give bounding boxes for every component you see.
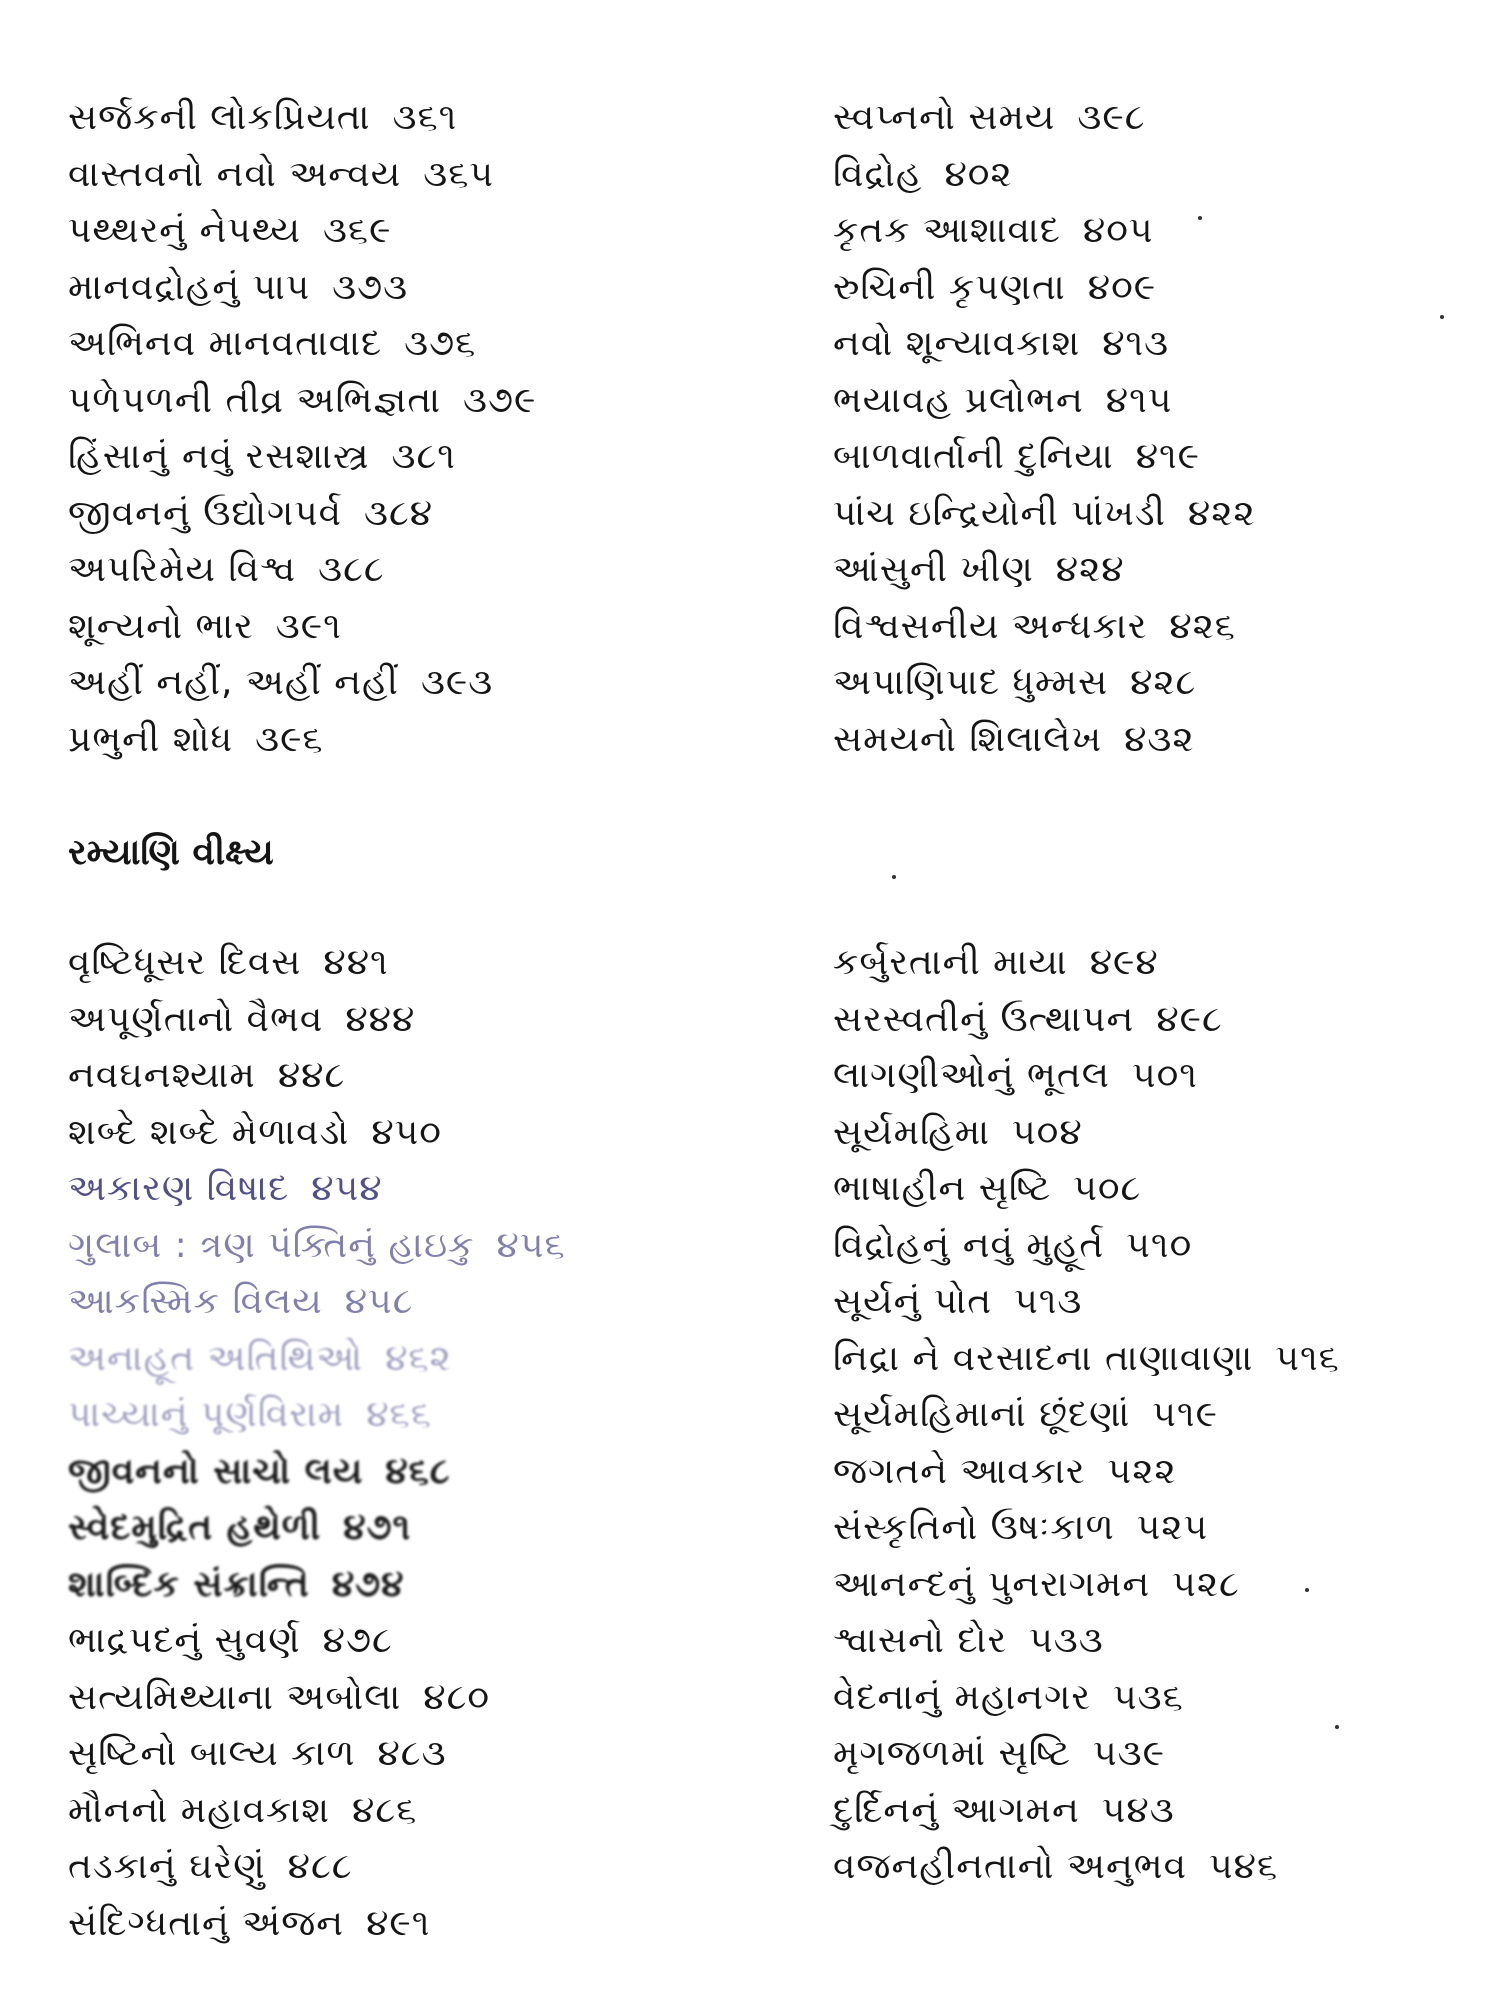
contents-entry	[833, 1161, 1340, 1218]
contents-entry	[68, 1726, 566, 1783]
entry-page-number: ૪૩૨	[1124, 718, 1195, 760]
entry-page-number: ૩૯૩	[420, 662, 494, 703]
entry-page-number: ૪૪૪	[345, 998, 416, 1040]
scan-speck	[1440, 315, 1444, 319]
contents-entry	[833, 542, 1256, 599]
entry-page-number: ૪૪૧	[323, 942, 389, 983]
entry-page-number: ૩૭૩	[332, 266, 409, 308]
contents-entry	[833, 1557, 1340, 1614]
entry-title: અહીં નહીં, અહીં નહીં	[68, 662, 399, 703]
entry-title: પળેપળની તીવ્ર અભિજ્ઞતા	[68, 379, 442, 421]
entry-page-number: ૪૯૪	[1089, 942, 1159, 983]
entry-title: વિદ્રોહ	[833, 153, 923, 195]
contents-entry	[833, 1783, 1340, 1840]
contents-entry	[833, 1387, 1340, 1444]
entry-title: નિદ્રા ને વરસાદના તાણાવાણા	[833, 1337, 1254, 1379]
entry-page-number: ૪૯૧	[366, 1902, 431, 1944]
entry-page-number: ૪૨૪	[1055, 549, 1125, 590]
scan-speck	[1335, 1725, 1339, 1729]
entry-page-number: ૪૧૯	[1135, 436, 1200, 477]
entry-page-number: ૪૮૬	[352, 1789, 418, 1831]
contents-entry	[68, 1783, 566, 1840]
entry-page-number: ૫૪૬	[1209, 1846, 1279, 1887]
entry-title: નવો શૂન્યાવકાશ	[833, 323, 1081, 364]
entry-title: વેદનાનું મહાનગર	[833, 1676, 1091, 1718]
entry-title: સર્જકની લોકપ્રિયતા	[68, 97, 371, 138]
entry-page-number: ૫૨૨	[1107, 1450, 1177, 1492]
entry-title: અપૂર્ણતાનો વૈભવ	[68, 998, 324, 1040]
contents-entry	[68, 1218, 566, 1275]
contents-entry	[68, 712, 536, 769]
entry-title: લાગણીઓનું ભૂતલ	[833, 1055, 1110, 1096]
entry-title: વિશ્વસનીય અન્ધકાર	[833, 605, 1148, 647]
entry-title: સત્યમિથ્યાના અબોલા	[68, 1676, 402, 1718]
entry-title: સૂર્યનું પોત	[833, 1281, 993, 1322]
entry-title: સમયનો શિલાલેખ	[833, 718, 1103, 760]
contents-entry	[833, 203, 1256, 260]
contents-entry	[68, 935, 566, 992]
entry-page-number: ૩૬૯	[322, 210, 392, 251]
entry-page-number: ૫૩૬	[1113, 1676, 1184, 1718]
entry-page-number: ૫૧૬	[1275, 1337, 1340, 1379]
contents-entry	[833, 1218, 1340, 1275]
contents-entry	[68, 1839, 566, 1896]
contents-entry	[68, 1670, 566, 1727]
entry-page-number: ૫૦૧	[1131, 1055, 1198, 1096]
entry-page-number: ૫૩૩	[1029, 1620, 1104, 1661]
contents-entry	[833, 1444, 1340, 1501]
entry-title: પથ્થરનું નેપથ્ય	[68, 210, 301, 251]
entry-title: સંસ્કૃતિનો ઉષઃકાળ	[833, 1507, 1115, 1548]
entry-title: વજનહીનતાનો અનુભવ	[833, 1846, 1187, 1887]
contents-entry	[833, 260, 1256, 317]
contents-entry	[833, 1105, 1340, 1162]
section-heading: રમ્યાણિ વીક્ષ્ય	[68, 832, 274, 873]
contents-left-column	[68, 90, 536, 768]
entry-title: બાળવાર્તાની દુનિયા	[833, 436, 1114, 477]
contents-entry	[833, 486, 1256, 543]
entry-title: અપાણિપાદ ધુમ્મસ	[833, 662, 1109, 703]
contents-entry	[68, 1105, 566, 1162]
entry-page-number: ૫૦૮	[1073, 1168, 1142, 1209]
entry-title: પાંચ ઇન્દ્રિયોની પાંખડી	[833, 492, 1166, 534]
entry-page-number: ૪૨૬	[1169, 605, 1236, 647]
contents-entry	[833, 90, 1256, 147]
entry-title: પ્રભુની શોધ	[68, 718, 234, 760]
entry-page-number: ૪૨૨	[1187, 492, 1256, 534]
entry-page-number: ૫૧૯	[1152, 1394, 1218, 1435]
contents-entry	[833, 1839, 1340, 1896]
entry-title: કૃતક આશાવાદ	[833, 210, 1061, 251]
contents-entry	[68, 260, 536, 317]
entry-title: માનવદ્રોહનું પાપ	[68, 266, 311, 308]
entry-page-number: ૩૯૧	[275, 605, 342, 647]
entry-page-number: ૩૭૬	[404, 323, 477, 364]
entry-title: મૃગજળમાં સૃષ્ટિ	[833, 1733, 1071, 1774]
contents-entry	[68, 1161, 566, 1218]
entry-page-number: ૪૦૨	[944, 153, 1013, 195]
contents-left-column	[68, 935, 566, 1952]
entry-title: શ્વાસનો દોર	[833, 1620, 1008, 1661]
contents-entry	[833, 429, 1256, 486]
contents-entry	[833, 655, 1256, 712]
scan-speck	[1305, 1588, 1309, 1592]
entry-page-number: ૪૮૦	[423, 1676, 491, 1718]
contents-entry	[833, 935, 1340, 992]
entry-page-number: ૩૯૮	[1077, 97, 1146, 138]
contents-right-column	[833, 935, 1340, 1896]
contents-entry	[68, 203, 536, 260]
contents-entry	[68, 655, 536, 712]
contents-entry	[68, 1444, 566, 1501]
contents-entry	[68, 429, 536, 486]
entry-title: અનાહૂત અતિથિઓ	[68, 1337, 364, 1379]
contents-entry	[833, 1670, 1340, 1727]
contents-entry	[68, 1557, 566, 1614]
entry-title: સૂર્યમહિમા	[833, 1111, 991, 1153]
contents-entry	[68, 1274, 566, 1331]
entry-page-number: ૪૪૮	[277, 1055, 346, 1096]
entry-page-number: ૫૪૩	[1101, 1789, 1175, 1831]
entry-page-number: ૪૭૧	[343, 1507, 412, 1548]
entry-page-number: ૪૭૮	[322, 1620, 393, 1661]
scan-speck	[892, 875, 896, 879]
contents-entry	[68, 1387, 566, 1444]
entry-page-number: ૫૧૩	[1014, 1281, 1083, 1322]
entry-title: શૂન્યનો ભાર	[68, 605, 254, 647]
contents-entry	[68, 1613, 566, 1670]
entry-title: સ્વપ્નનો સમય	[833, 97, 1056, 138]
entry-page-number: ૩૭૯	[463, 379, 537, 421]
entry-title: ભાદ્રપદનું સુવર્ણ	[68, 1620, 301, 1661]
contents-entry	[68, 1331, 566, 1388]
entry-page-number: ૪૦૯	[1087, 266, 1157, 308]
contents-entry	[833, 599, 1256, 656]
contents-entry	[68, 599, 536, 656]
contents-entry	[833, 1500, 1340, 1557]
entry-page-number: ૪૫૪	[311, 1168, 383, 1209]
entry-page-number: ૪૬૮	[385, 1450, 451, 1492]
entry-title: સરસ્વતીનું ઉત્થાપન	[833, 998, 1135, 1040]
entry-page-number: ૪૭૪	[331, 1563, 405, 1605]
entry-page-number: ૪૫૦	[371, 1111, 442, 1153]
contents-entry	[68, 992, 566, 1049]
entry-title: વિદ્રોહનું નવું મુહૂર્ત	[833, 1224, 1105, 1266]
entry-title: આંસુની ખીણ	[833, 549, 1034, 590]
contents-entry	[833, 1331, 1340, 1388]
contents-entry	[68, 90, 536, 147]
contents-entry	[833, 1613, 1340, 1670]
entry-title: ગુલાબ : ત્રણ પંક્તિનું હાઇકુ	[68, 1224, 475, 1266]
entry-page-number: ૩૬૫	[423, 153, 495, 195]
entry-title: ભાષાહીન સૃષ્ટિ	[833, 1168, 1052, 1209]
entry-page-number: ૪૫૮	[344, 1281, 414, 1322]
entry-title: વાસ્તવનો નવો અન્વય	[68, 153, 402, 195]
contents-entry	[68, 486, 536, 543]
entry-page-number: ૪૫૬	[496, 1224, 566, 1266]
entry-title: ભયાવહ પ્રલોભન	[833, 379, 1084, 421]
entry-title: સ્વેદમુદ્રિત હથેળી	[68, 1507, 322, 1548]
entry-page-number: ૫૩૯	[1093, 1733, 1165, 1774]
entry-page-number: ૪૬૨	[385, 1337, 452, 1379]
entry-title: જીવનનું ઉદ્યોગપર્વ	[68, 492, 343, 534]
entry-page-number: ૩૮૮	[318, 549, 385, 590]
entry-page-number: ૫૨૫	[1136, 1507, 1209, 1548]
entry-title: જીવનનો સાચો લય	[68, 1450, 364, 1492]
entry-page-number: ૪૮૩	[377, 1733, 447, 1774]
contents-entry	[833, 1726, 1340, 1783]
contents-entry	[68, 316, 536, 373]
entry-page-number: ૫૦૪	[1012, 1111, 1083, 1153]
entry-page-number: ૩૮૪	[364, 492, 434, 534]
contents-entry	[68, 147, 536, 204]
contents-entry	[833, 316, 1256, 373]
entry-title: આનન્દનું પુનરાગમન	[833, 1563, 1151, 1605]
entry-page-number: ૫૧૦	[1126, 1224, 1193, 1266]
entry-title: અકારણ વિષાદ	[68, 1168, 290, 1209]
entry-page-number: ૩૯૬	[255, 718, 324, 760]
entry-page-number: ૪૦૫	[1082, 210, 1154, 251]
entry-page-number: ૪૧૫	[1105, 379, 1173, 421]
contents-entry	[833, 712, 1256, 769]
contents-entry	[68, 1896, 566, 1953]
contents-entry	[833, 992, 1340, 1049]
entry-title: સંદિગ્ધતાનું અંજન	[68, 1902, 345, 1944]
entry-title: સૂર્યમહિમાનાં છૂંદણાં	[833, 1394, 1131, 1435]
entry-page-number: ૩૮૧	[391, 436, 456, 477]
entry-title: કર્બુરતાની માયા	[833, 942, 1068, 983]
entry-page-number: ૩૬૧	[392, 97, 458, 138]
entry-title: જગતને આવકાર	[833, 1450, 1086, 1492]
entry-title: મૌનનો મહાવકાશ	[68, 1789, 331, 1831]
entry-title: અપરિમેય વિશ્વ	[68, 549, 297, 590]
entry-title: નવઘનશ્યામ	[68, 1055, 256, 1096]
entry-page-number: ૪૮૮	[287, 1846, 353, 1887]
entry-title: શાબ્દિક સંક્રાન્તિ	[68, 1563, 310, 1605]
entry-title: આકસ્મિક વિલય	[68, 1281, 323, 1322]
scan-speck	[1198, 216, 1202, 220]
entry-page-number: ૫૨૮	[1172, 1563, 1240, 1605]
contents-entry	[833, 1274, 1340, 1331]
entry-title: હિંસાનું નવું રસશાસ્ત્ર	[68, 436, 370, 477]
contents-entry	[833, 1048, 1340, 1105]
contents-entry	[68, 542, 536, 599]
entry-title: રુચિની કૃપણતા	[833, 266, 1066, 308]
contents-entry	[68, 1048, 566, 1105]
contents-entry	[833, 147, 1256, 204]
contents-entry	[68, 373, 536, 430]
contents-right-column	[833, 90, 1256, 768]
entry-title: અભિનવ માનવતાવાદ	[68, 323, 383, 364]
entry-title: પાચ્યાનું પૂર્ણવિરામ	[68, 1394, 345, 1435]
entry-title: સૃષ્ટિનો બાલ્ય કાળ	[68, 1733, 356, 1774]
entry-title: દુર્દિનનું આગમન	[833, 1789, 1080, 1831]
entry-page-number: ૪૯૮	[1156, 998, 1223, 1040]
entry-page-number: ૪૨૮	[1130, 662, 1197, 703]
contents-entry	[68, 1500, 566, 1557]
entry-title: તડકાનું ઘરેણું	[68, 1846, 266, 1887]
entry-page-number: ૪૬૬	[366, 1394, 432, 1435]
entry-title: શબ્દે શબ્દે મેળાવડો	[68, 1111, 350, 1153]
entry-page-number: ૪૧૩	[1102, 323, 1170, 364]
entry-title: વૃષ્ટિધૂસર દિવસ	[68, 942, 302, 983]
contents-entry	[833, 373, 1256, 430]
